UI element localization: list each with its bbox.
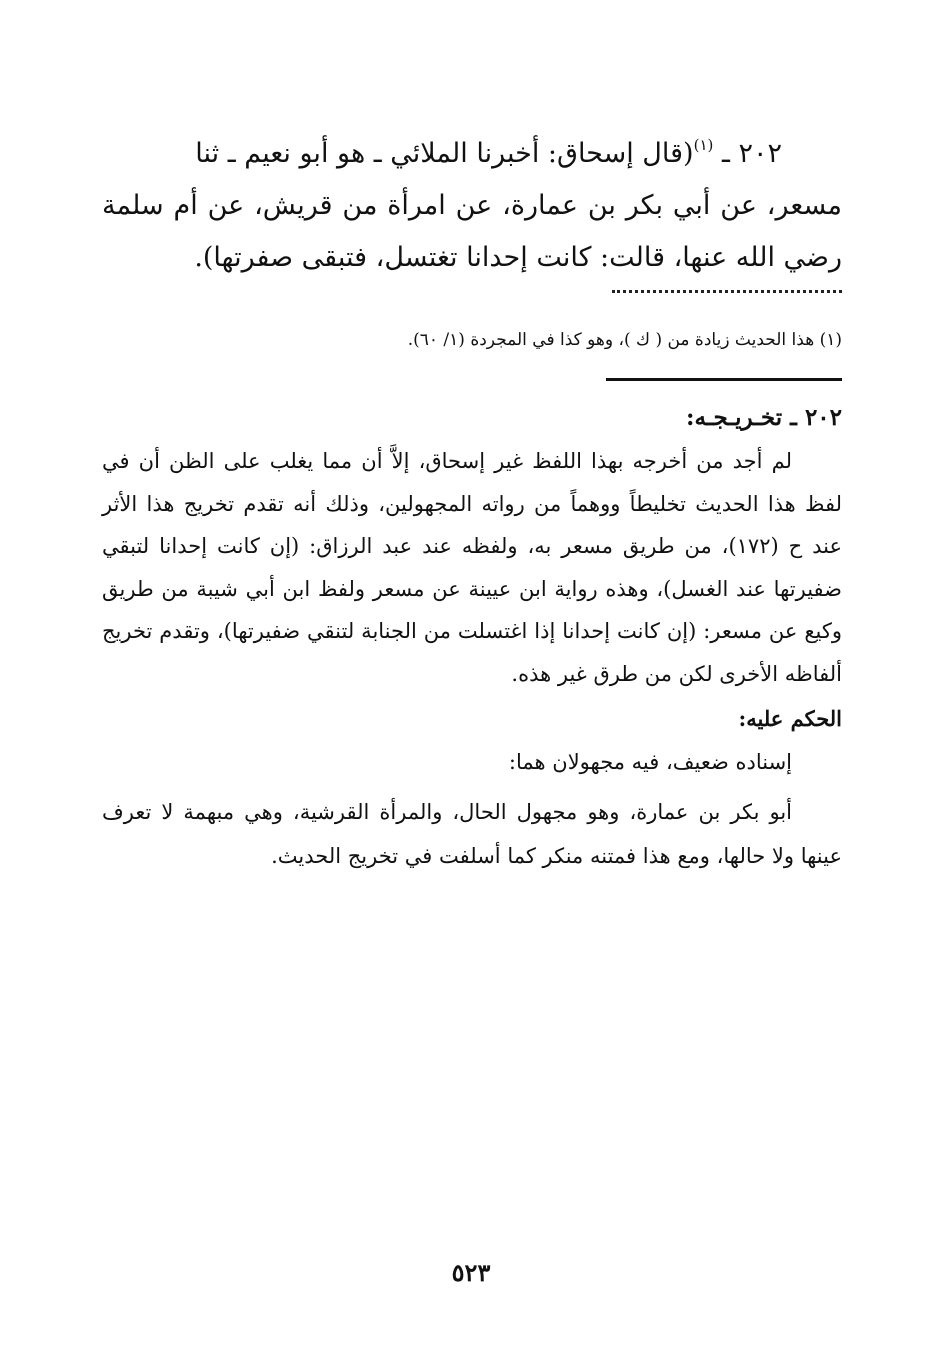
page-number: ٥٢٣ [451,1258,491,1287]
hadith-text-line1: (قال إسحاق: أخبرنا الملائي ـ هو أبو نعيم ـ ثنا [195,138,694,169]
section-divider-rule [606,378,842,381]
hukm-details: أبو بكر بن عمارة، وهو مجهول الحال، والمرأة القرشية، وهي مبهمة لا تعرف عينها ولا حالها، ومع هذا فمتنه منكر كما أسلفت في تخريج الحديث. [102,800,842,868]
takhrij-paragraph: لم أجد من أخرجه بهذا اللفظ غير إسحاق، إلاَّ أن مما يغلب على الظن أن في لفظ هذا الحديث تخليطاً ووهماً من رواته المجهولين، وذلك أنه تقدم تخريج هذا الأثر عند ح (١٧٢)، من طريق مسعر به، ولفظه عند عبد الرزاق: (إن كانت إحدانا لتبقي ضفيرتها عند الغسل)، وهذه رواية ابن عيينة عن مسعر ولفظ ابن أبي شيبة من طريق وكيع عن مسعر: (إن كانت إحدانا إذا اغتسلت من الجنابة لتنقي ضفيرتها)، وتقدم تخريج ألفاظه الأخرى لكن من طرق غير هذه. [102,449,842,686]
footnote-dotted-separator [612,290,842,293]
footnote: (١) هذا الحديث زيادة من ( ك )، وهو كذا في المجردة (١/ ٦٠). [407,330,842,350]
takhrij-section [102,440,842,695]
hukm-isnad: إسناده ضعيف، فيه مجهولان هما: [508,750,792,774]
takhrij-heading: ٢٠٢ ـ تخـريـجـه: [685,404,842,431]
hadith-text-body: مسعر، عن أبي بكر بن عمارة، عن امرأة من قريش، عن أم سلمة رضي الله عنها، قالت: كانت إحدانا تغتسل، فتبقى صفرتها). [102,190,842,273]
footnote-reference[interactable]: (١) [693,136,714,154]
hadith-text-block [102,128,842,284]
hukm-section [102,740,842,878]
hadith-first-line [102,128,842,180]
hukm-heading: الحكم عليه: [738,706,842,731]
hadith-number: ٢٠٢ ـ [721,138,782,169]
